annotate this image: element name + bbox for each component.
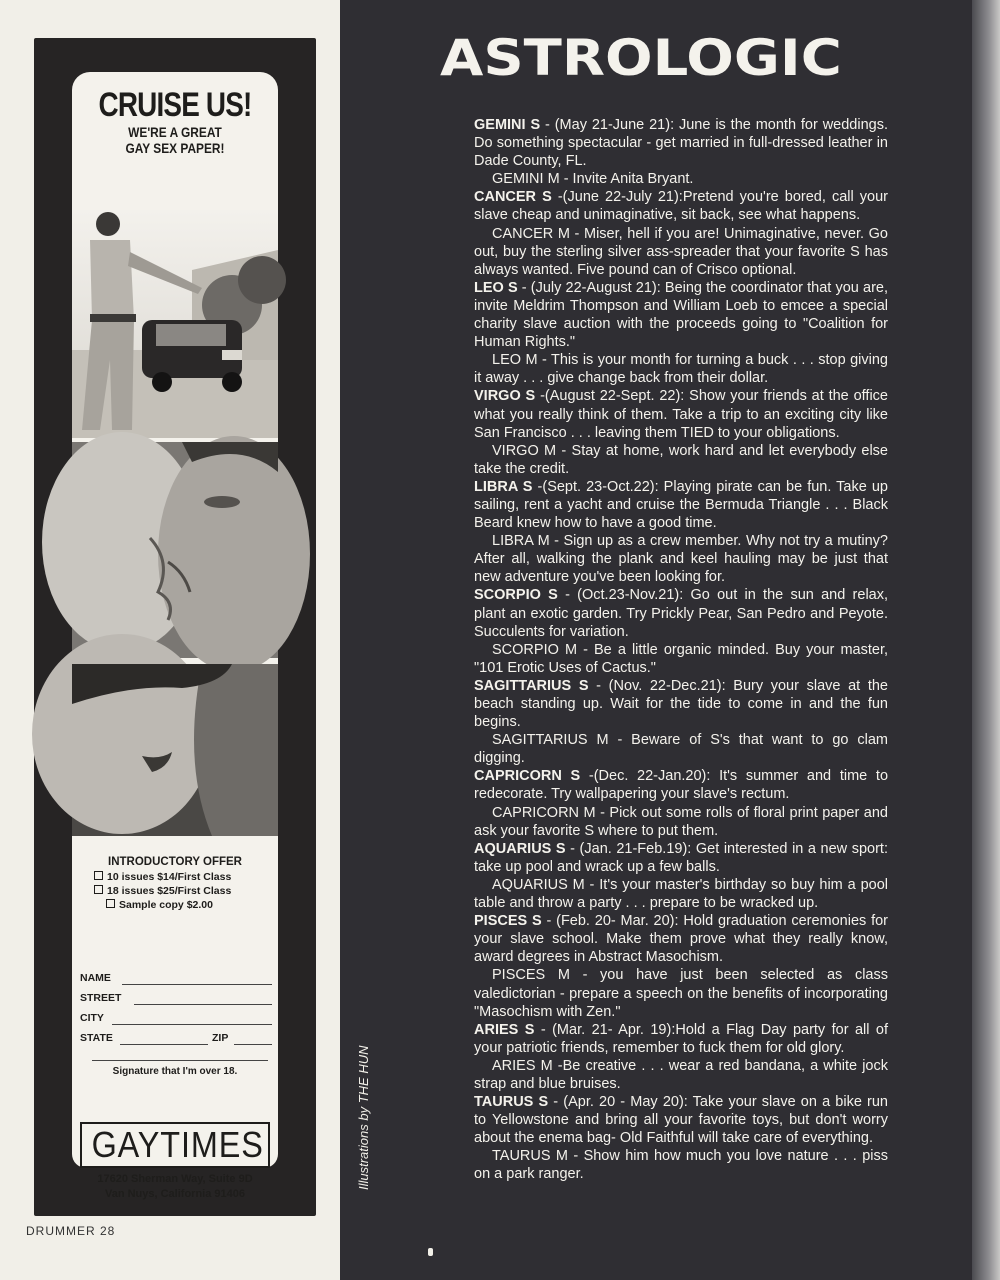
ad-subline-2: GAY SEX PAPER! xyxy=(125,140,225,156)
horoscope-entry-m xyxy=(474,442,888,478)
horoscope-entry-m xyxy=(474,966,888,1020)
entry-text: - (Nov. 22-Dec.21): Bury your slave at the beach standing up. Wait for the tide to come in and the fun begins. xyxy=(474,677,888,731)
horoscope-entry-m xyxy=(474,170,888,188)
sign-name: TAURUS S xyxy=(474,1094,549,1111)
field-state-label: STATE xyxy=(80,1032,113,1044)
entry-text: - (Mar. 21- Apr. 19):Hold a Flag Day party for all of your patriotic friends, remember to fuck them for old glory. xyxy=(474,1021,888,1056)
entry-text: -(Sept. 23-Oct.22): Playing pirate can be fun. Take up sailing, rent a yacht and cruise the Bermuda Triangle . . . Black Beard knew how to have a good time. xyxy=(474,478,888,532)
offer-options xyxy=(72,870,278,912)
ad-header xyxy=(72,72,278,206)
ad-subline-1: WE'RE A GREAT xyxy=(128,124,222,140)
sign-name: SCORPIO S xyxy=(474,587,558,604)
horoscope-entry-m xyxy=(474,641,888,677)
state-field[interactable] xyxy=(120,1044,208,1045)
introductory-offer xyxy=(72,842,278,912)
entry-text: AQUARIUS M - It's your master's birthday so buy him a pool table and throw a party . . . prepare to be wracked up. xyxy=(474,876,888,912)
gaytimes-logo xyxy=(80,1122,270,1168)
entry-text: SAGITTARIUS M - Beware of S's that want to go clam digging. xyxy=(474,732,888,767)
offer-option-sample[interactable]: Sample copy $2.00 xyxy=(94,898,278,912)
entry-text: ARIES M -Be creative . . . wear a red bandana, a white jock strap and blue bruises. xyxy=(474,1057,888,1092)
illustration-credit: Illustrations by THE HUN xyxy=(356,1045,371,1190)
ad-card xyxy=(72,72,278,1200)
sign-name: SAGITTARIUS S xyxy=(474,677,589,694)
address-line-1: 17620 Sherman Way, Suite 9D xyxy=(97,1173,253,1185)
entry-text: PISCES M - you have just been selected as class valedictorian - prepare a speech on the benefits of incorporating "Masochism with Zen." xyxy=(474,967,888,1020)
ad-headline: CRUISE US! xyxy=(98,86,252,124)
entry-text: - (Apr. 20 - May 20): Take your slave on a bike run to Yellowstone and bring all your favorite toys, but don't worry about the enema bag- Old Faithful will take care of everything. xyxy=(474,1094,888,1147)
horoscope-entry-s xyxy=(474,387,888,441)
entry-text: LIBRA M - Sign up as a crew member. Why not try a mutiny? After all, walking the plank and keel hauling may be just that new adventure you've been looking for. xyxy=(474,533,888,586)
sign-name: GEMINI S xyxy=(474,117,541,133)
entry-text: - (Jan. 21-Feb.19): Get interested in a new sport: take up pool and wrack up a few balls. xyxy=(474,840,888,875)
horoscope-entry-s xyxy=(474,279,888,351)
horoscope-entry-s xyxy=(474,677,888,731)
ad-photo-man-and-car xyxy=(72,210,278,438)
offer-option-10-issues[interactable]: 10 issues $14/First Class xyxy=(94,870,278,884)
sign-name: CAPRICORN S xyxy=(474,768,581,785)
horoscope-entry-s xyxy=(474,767,888,803)
field-zip-label: ZIP xyxy=(212,1032,229,1044)
entry-text: - (Oct.23-Nov.21): Go out in the sun and relax, plant an exotic garden. Try Prickly Pear, San Pedro and Peyote. Succulents for variation. xyxy=(474,587,889,640)
sign-name: ARIES S xyxy=(474,1021,535,1038)
address-line-2: Van Nuys, California 91406 xyxy=(104,1188,245,1200)
sign-name: AQUARIUS S xyxy=(474,840,566,857)
horoscope-entry-s xyxy=(474,116,888,170)
entry-text: - (Feb. 20- Mar. 20): Hold graduation ceremonies for your slave school. Make them prove what they really know, award degrees in Abstract Masochism. xyxy=(474,913,888,966)
entry-text: CANCER M - Miser, hell if you are! Unimaginative, never. Go out, buy the sterling silver ass-spreader that your favorite S has always wanted. Five pound can of Crisco optional. xyxy=(474,225,888,278)
horoscope-entry-s xyxy=(474,1021,888,1057)
horoscope-entry-m xyxy=(474,1057,888,1093)
street-field[interactable] xyxy=(134,1004,272,1005)
entry-text: CAPRICORN M - Pick out some rolls of floral print paper and ask your favorite S where to put them. xyxy=(474,804,888,839)
offer-title: INTRODUCTORY OFFER xyxy=(108,856,242,868)
entry-text: -(August 22-Sept. 22): Show your friends at the office what you really think of them. Take a trip to an exciting city like San Francisco . . . leaving them TIED to your obligations. xyxy=(474,388,888,441)
entry-text: - (May 21-June 21): June is the month for weddings. Do something spectacular - get married in full-dressed leather in Dade County, FL. xyxy=(474,117,888,170)
ad-photo-kiss xyxy=(72,442,278,658)
horoscope-entry-m xyxy=(474,804,888,840)
zip-field[interactable] xyxy=(234,1044,272,1045)
horoscope-entry-s xyxy=(474,188,888,224)
gaytimes-advertisement xyxy=(34,38,316,1216)
sign-name: VIRGO S xyxy=(474,388,536,405)
signature-label: Signature that I'm over 18. xyxy=(112,1066,238,1077)
signature-field[interactable] xyxy=(92,1060,268,1061)
horoscope-entry-m xyxy=(474,225,888,279)
sign-name: PISCES S xyxy=(474,913,542,930)
entry-text: -(Dec. 22-Jan.20): It's summer and time to redecorate. Try wallpapering your slave's rectum. xyxy=(474,768,889,803)
print-speck xyxy=(428,1248,433,1256)
sign-name: CANCER S xyxy=(474,189,552,206)
horoscope-entry-s xyxy=(474,840,888,876)
offer-option-18-issues[interactable]: 18 issues $25/First Class xyxy=(94,884,278,898)
horoscope-entry-s xyxy=(474,912,888,966)
horoscope-entry-s xyxy=(474,1093,888,1147)
ad-address xyxy=(72,1172,278,1202)
entry-text: - (July 22-August 21): Being the coordinator that you are, invite Meldrim Thompson and William Loeb to emcee a special charity slave auction with the proceeds going to "Coalition for Human Rights." xyxy=(474,279,888,351)
field-city-label: CITY xyxy=(80,1012,104,1024)
entry-text: GEMINI M - Invite Anita Bryant. xyxy=(492,171,694,188)
field-street-label: STREET xyxy=(80,992,122,1004)
field-name-label: NAME xyxy=(80,972,111,984)
horoscope-entry-m xyxy=(474,351,888,387)
entry-text: SCORPIO M - Be a little organic minded. Buy your master, "101 Erotic Uses of Cactus." xyxy=(474,641,888,676)
horoscope-entry-s xyxy=(474,586,888,640)
entry-text: -(June 22-July 21):Pretend you're bored, call your slave cheap and unimaginative, sit back, see what happens. xyxy=(474,189,888,224)
horoscope-entry-s xyxy=(474,478,888,532)
horoscope-article xyxy=(474,116,888,1184)
entry-text: VIRGO M - Stay at home, work hard and let everybody else take the credit. xyxy=(474,442,888,477)
logo-text: GAYTIMES xyxy=(91,1124,264,1165)
entry-text: LEO M - This is your month for turning a buck . . . stop giving it away . . . give change back from their dollar. xyxy=(474,352,888,387)
ad-photo-mouths xyxy=(72,664,278,836)
horoscope-entry-m xyxy=(474,731,888,767)
sign-name: LIBRA S xyxy=(474,478,533,495)
horoscope-entry-m xyxy=(474,532,888,586)
checkbox-icon[interactable] xyxy=(94,871,103,880)
entry-text: TAURUS M - Show him how much you love nature . . . piss on a park ranger. xyxy=(474,1148,888,1183)
page-edge xyxy=(972,0,1000,1280)
checkbox-icon[interactable] xyxy=(106,899,115,908)
sign-name: LEO S xyxy=(474,279,518,296)
checkbox-icon[interactable] xyxy=(94,885,103,894)
horoscope-entry-m xyxy=(474,1147,888,1183)
name-field[interactable] xyxy=(122,984,272,985)
article-title: ASTROLOGIC xyxy=(440,29,842,87)
city-field[interactable] xyxy=(112,1024,272,1025)
page-footer: DRUMMER 28 xyxy=(26,1224,116,1238)
horoscope-entry-m xyxy=(474,876,888,912)
